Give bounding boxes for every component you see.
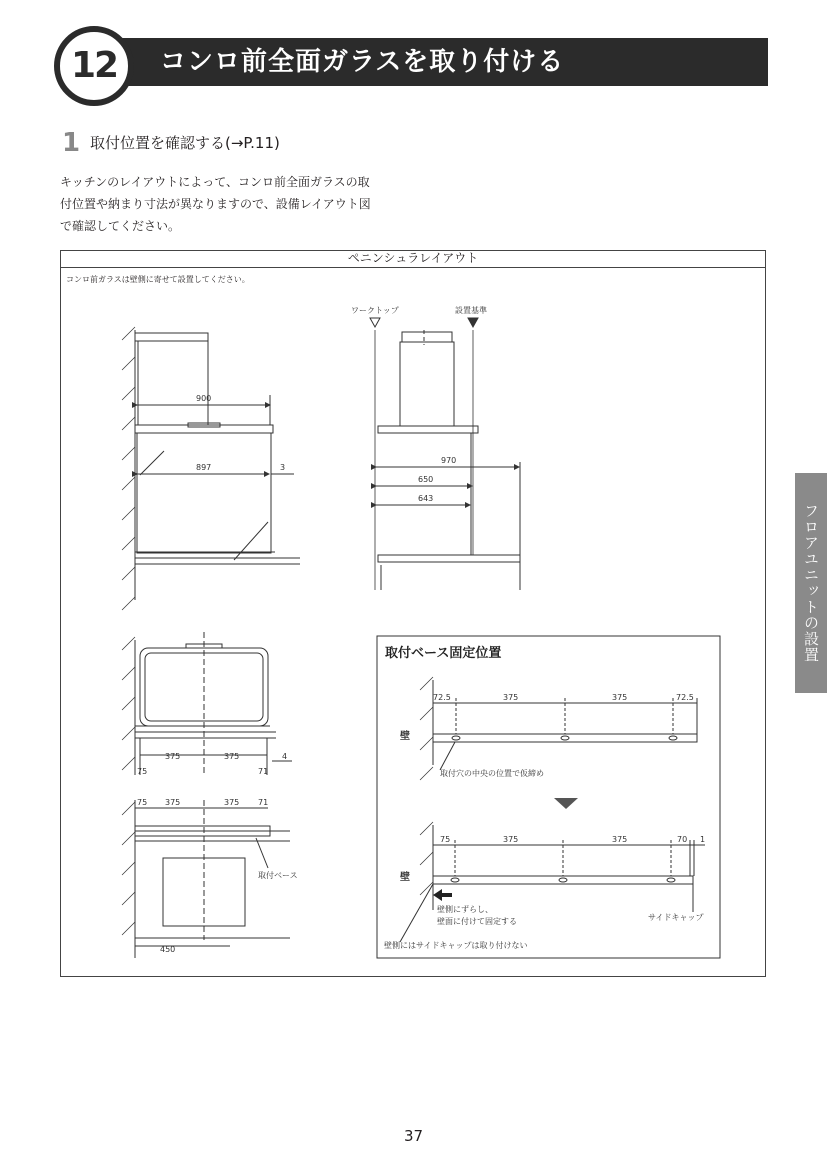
step-badge: 12 <box>54 26 134 106</box>
fix-dim: 72.5 <box>676 693 694 702</box>
dim-643: 643 <box>418 494 434 503</box>
fix-note: 壁側にずらし、 <box>437 905 493 914</box>
wall-label: 壁 <box>400 872 410 883</box>
base-front-drawing <box>122 632 292 775</box>
fix-dim: 375 <box>612 693 628 702</box>
fix-note: 取付穴の中央の位置で仮締め <box>440 769 544 778</box>
fix-panel-row1 <box>420 677 697 780</box>
fix-dim: 375 <box>612 835 628 844</box>
side-view-drawing <box>370 318 520 590</box>
body-text-line: で確認してください。 <box>60 219 181 233</box>
dim-897: 897 <box>196 463 212 472</box>
fix-dim: 75 <box>440 835 451 844</box>
fix-dim: 1 <box>700 835 706 844</box>
section-title: コンロ前全面ガラスを取り付ける <box>160 47 565 77</box>
chapter-side-tab <box>795 473 827 693</box>
wall-label: 壁 <box>400 731 410 742</box>
fix-dim: 375 <box>503 693 519 702</box>
side-cap-label: サイドキャップ <box>648 913 704 922</box>
fix-note: 壁面に付けて固定する <box>437 917 517 926</box>
layout-note: コンロ前ガラスは壁側に寄せて設置してください。 <box>66 275 250 284</box>
step-number: 1 <box>62 128 81 158</box>
worktop-label: ワークトップ <box>351 306 399 315</box>
dim-970: 970 <box>441 456 457 465</box>
datum-label: 設置基準 <box>455 306 487 315</box>
step-title: 取付位置を確認する(→P.11) <box>90 134 280 152</box>
dim-450: 450 <box>160 945 176 954</box>
base-dim: 375 <box>165 798 181 807</box>
fix-dim: 72.5 <box>433 693 451 702</box>
fix-dim: 375 <box>503 835 519 844</box>
base-label: 取付ベース <box>258 871 298 880</box>
body-text-line: 付位置や納まり寸法が異なりますので、設備レイアウト図 <box>60 197 371 211</box>
dim-650: 650 <box>418 475 434 484</box>
chapter-side-tab-label: フロアユニットの設置 <box>802 503 820 663</box>
fix-dim: 70 <box>677 835 688 844</box>
base-dim: 375 <box>224 798 240 807</box>
base-dim: 4 <box>282 752 288 761</box>
fix-note: 壁側にはサイドキャップは取り付けない <box>384 941 528 950</box>
layout-heading: ペニンシュラレイアウト <box>60 250 766 268</box>
base-dim: 375 <box>165 752 181 761</box>
base-dim: 375 <box>224 752 240 761</box>
base-dim: 71 <box>258 767 269 776</box>
body-text-line: キッチンのレイアウトによって、コンロ前全面ガラスの取 <box>60 175 370 189</box>
base-dim: 75 <box>137 767 148 776</box>
fix-panel-frame <box>377 636 720 958</box>
down-arrow-icon <box>554 798 578 809</box>
fix-panel-title: 取付ベース固定位置 <box>385 646 502 661</box>
dim-900: 900 <box>196 394 212 403</box>
dim-3: 3 <box>280 463 286 472</box>
base-dim: 75 <box>137 798 148 807</box>
base-dim: 71 <box>258 798 269 807</box>
page-number: 37 <box>403 1127 424 1145</box>
